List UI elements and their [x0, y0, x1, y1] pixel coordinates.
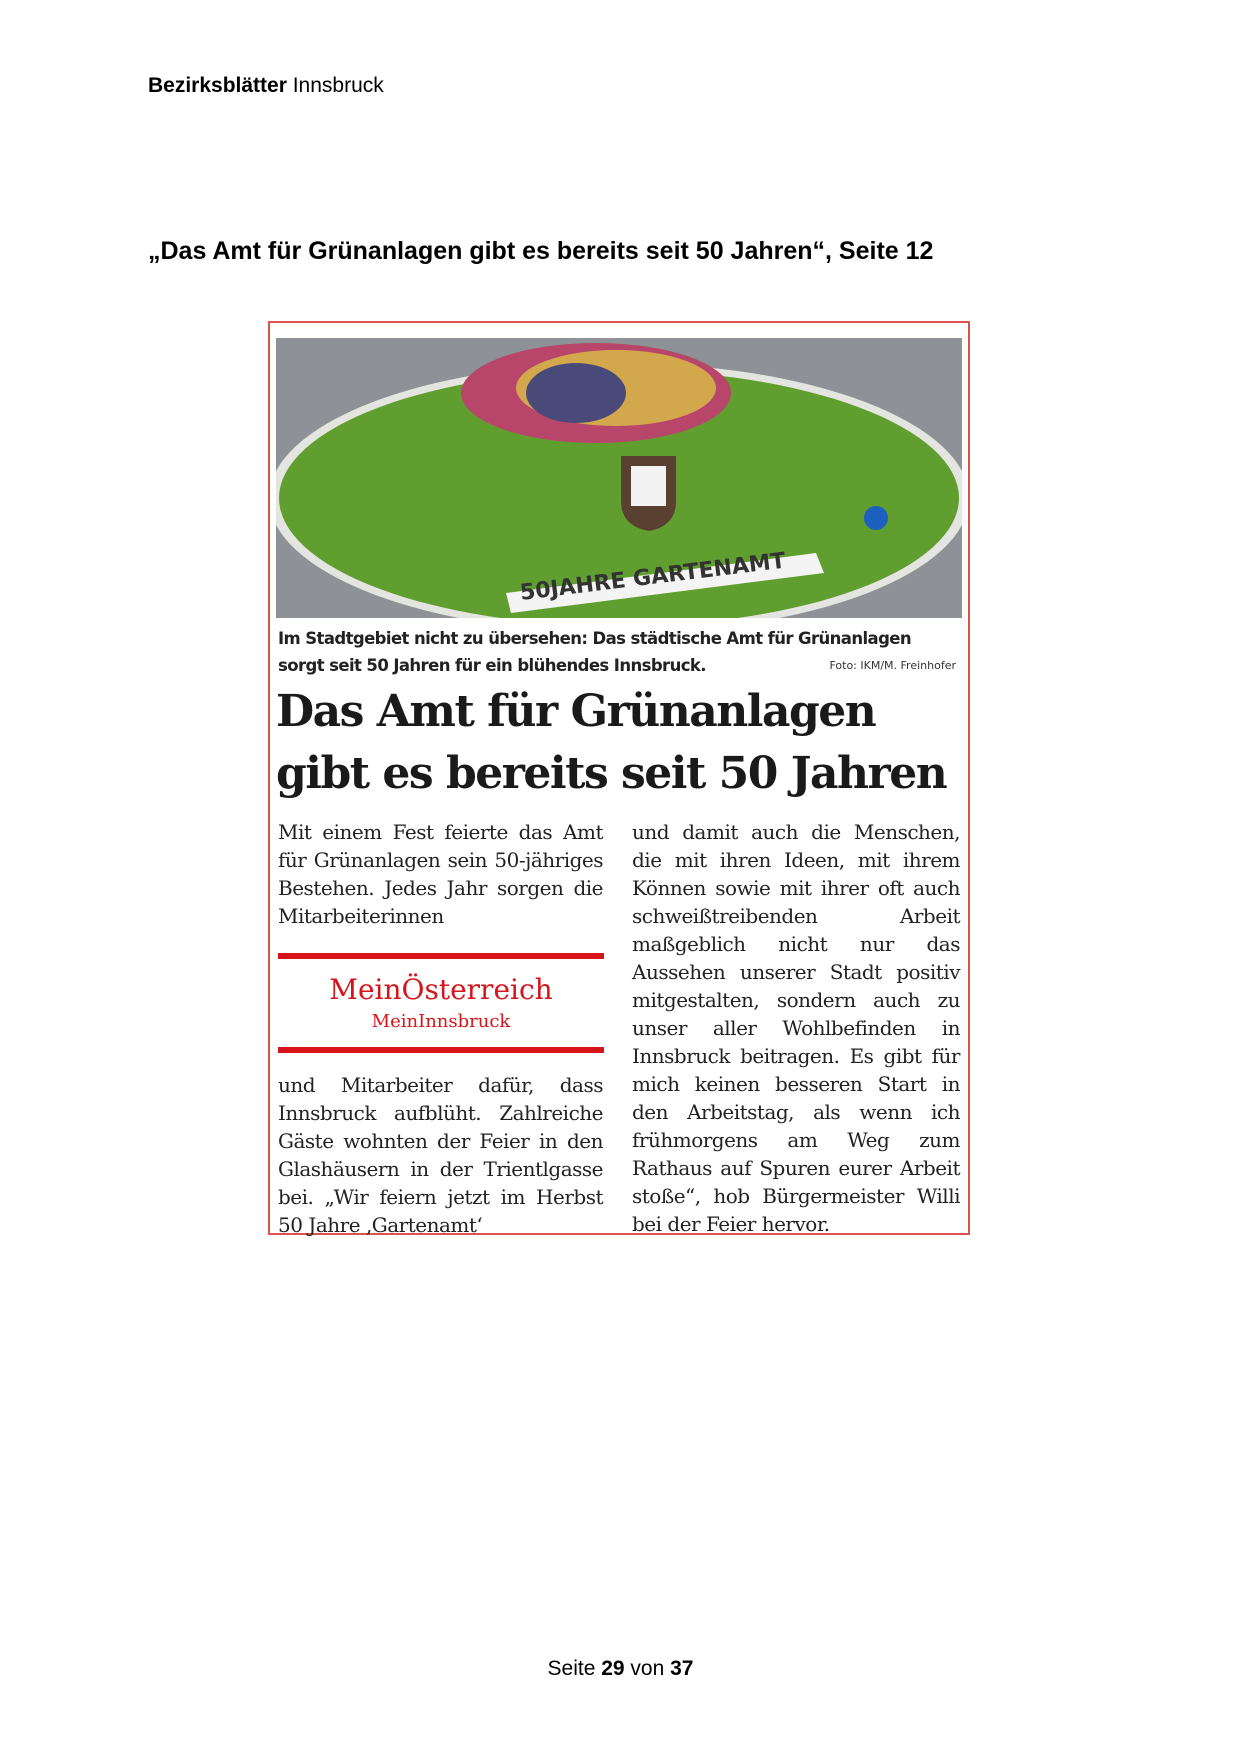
promo-box: [278, 953, 604, 1053]
promo-rule-bottom: [278, 1047, 604, 1053]
brand-name: Bezirksblätter: [148, 74, 287, 97]
article-col2: und damit auch die Menschen, die mit ihren Ideen, mit ihrem Können sowie mit ihrer oft auch schweißtreibenden Arbeit maßgeblich nicht nur das Aussehen unserer Stadt positiv mitgestalten, sondern auch zu unser aller Wohlbefinden in Innsbruck beitragen. Es gibt für mich keinen besseren Start in den Arbeitstag, als wenn ich frühmorgens am Weg zum Rathaus auf Spuren eurer Arbeit stoße“, hob Bürgermeister Willi bei der Feier hervor.: [632, 820, 960, 1236]
page-total: 37: [670, 1657, 694, 1680]
page-header: [148, 74, 384, 98]
article-headline: Das Amt für Grünanlagen gibt es bereits seit 50 Jahren: [276, 686, 947, 799]
brand-region: Innsbruck: [286, 74, 384, 97]
article-col1-top: Mit einem Fest feierte das Amt für Grünanlagen sein 50-jähriges Bestehen. Jedes Jahr sorgen die Mitarbeiterinnen: [278, 820, 603, 928]
footer-prefix: Seite: [547, 1657, 602, 1680]
photo-caption: Im Stadtgebiet nicht zu übersehen: Das städtische Amt für Grünanlagen sorgt seit 50 Jahren für ein blühendes Innsbruck.: [278, 629, 912, 675]
roundabout-photo: [276, 338, 962, 618]
promo-rule-top: [278, 953, 604, 959]
newspaper-clipping: [268, 321, 970, 1235]
promo-sub: MeinInnsbruck: [371, 1011, 511, 1032]
photo-credit: Foto: IKM/M. Freinhofer: [829, 659, 956, 672]
article-col1-bottom: und Mitarbeiter dafür, dass Innsbruck aufblüht. Zahlreiche Gäste wohnten der Feier in den Glashäusern in der Trientlgasse bei. „Wir feiern jetzt im Herbst 50 Jahre ‚Gartenamt‘: [278, 1073, 603, 1237]
photo-sign-text: 50JAHRE GARTENAMT: [518, 548, 788, 606]
clipping-title: „Das Amt für Grünanlagen gibt es bereits seit 50 Jahren“, Seite 12: [148, 237, 934, 265]
footer-mid: von: [624, 1657, 671, 1680]
page-footer: [0, 1657, 1241, 1681]
promo-main: MeinÖsterreich: [329, 973, 553, 1006]
page-number: 29: [601, 1657, 625, 1680]
